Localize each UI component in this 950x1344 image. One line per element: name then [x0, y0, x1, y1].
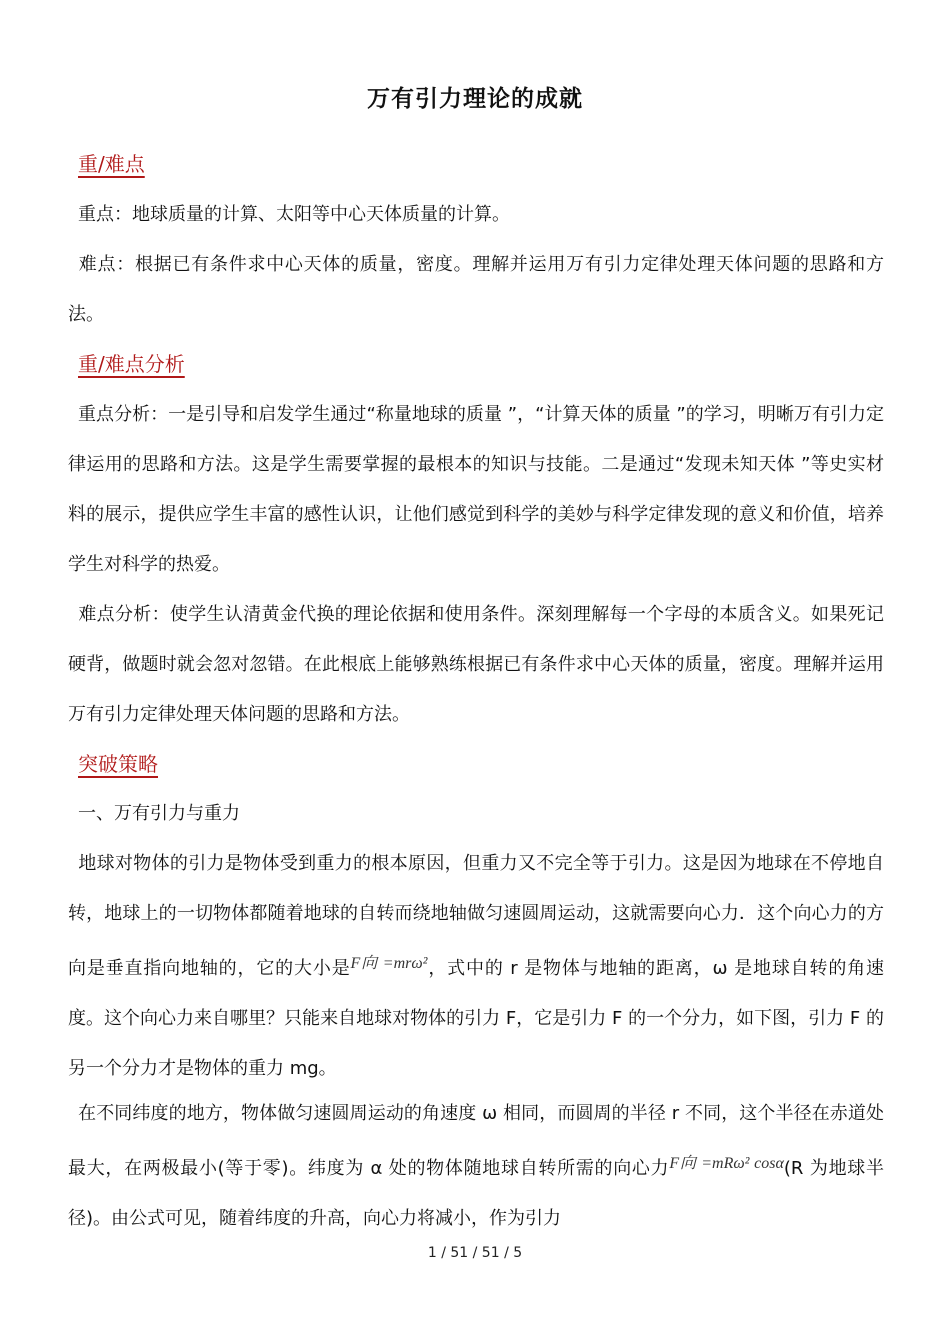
page-number-footer: 1 / 51 / 51 / 5 [427, 1245, 523, 1261]
paragraph-difficult-analysis [68, 590, 884, 740]
paragraph-gravity-weight-text-a: 地球对物体的引力是物体受到重力的根本原因，但重力又不完全等于引力。这是因为地球在不停地自转，地球上的一切物体都随着地球的自转而绕地轴做匀速圆周运动，这就需要向心力．这个向心力的方向是垂直指向地轴的，它的大小是 [68, 853, 884, 979]
paragraph-key-analysis-text: 重点分析：一是引导和启发学生通过“称量地球的质量 ”，“计算天体的质量 ”的学习，明晰万有引力定律运用的思路和方法。这是学生需要掌握的最根本的知识与技能。二是通过“发现未知天体 ”等史实材料的展示，提供应学生丰富的感性认识，让他们感觉到科学的美妙与科学定律发现的意义和价值，培养学生对科学的热爱。 [68, 404, 884, 575]
heading-strategy: 突破策略 [78, 752, 158, 776]
paragraph-gravity-weight [68, 839, 884, 1094]
section-title: 一、万有引力与重力 [78, 803, 240, 824]
paragraph-difficult-point [68, 240, 884, 340]
paragraph-latitude-text-a: 在不同纬度的地方，物体做匀速圆周运动的角速度 ω 相同，而圆周的半径 r 不同，这个半径在赤道处最大，在两极最小(等于零)。纬度为 α 处的物体随地球自转所需的向心力 [68, 1103, 884, 1179]
paragraph-difficult-point-text: 难点：根据已有条件求中心天体的质量，密度。理解并运用万有引力定律处理天体问题的思路和方法。 [68, 254, 884, 325]
heading-key-points: 重/难点 [78, 152, 145, 176]
section-gravity-and-weight [68, 789, 240, 839]
paragraph-key-point-text: 重点：地球质量的计算、太阳等中心天体质量的计算。 [78, 204, 510, 225]
paragraph-key-point [68, 190, 884, 240]
paragraph-gravity-weight-text-b: ，式中的 r 是物体与地轴的距离，ω 是地球自转的角速度。这个向心力来自哪里？只能来自地球对物体的引力 F，它是引力 F 的一个分力，如下图，引力 F 的另一个分力才是物体的重力 mg。 [68, 958, 884, 1079]
heading-analysis: 重/难点分析 [78, 352, 185, 376]
paragraph-latitude [68, 1089, 884, 1244]
paragraph-latitude-text-b: (R 为地球半径)。由公式可见，随着纬度的升高，向心力将减小，作为引力 [68, 1158, 884, 1229]
paragraph-difficult-analysis-text: 难点分析：使学生认清黄金代换的理论依据和使用条件。深刻理解每一个字母的本质含义。如果死记硬背，做题时就会忽对忽错。在此根底上能够熟练根据已有条件求中心天体的质量，密度。理解并运用万有引力定律处理天体问题的思路和方法。 [68, 604, 884, 725]
document-title: 万有引力理论的成就 [367, 86, 583, 112]
paragraph-key-analysis [68, 390, 884, 590]
formula-centripetal-latitude: F向 =mRω² cosα [669, 1155, 784, 1172]
formula-centripetal-force: F向 =mrω² [350, 955, 428, 972]
